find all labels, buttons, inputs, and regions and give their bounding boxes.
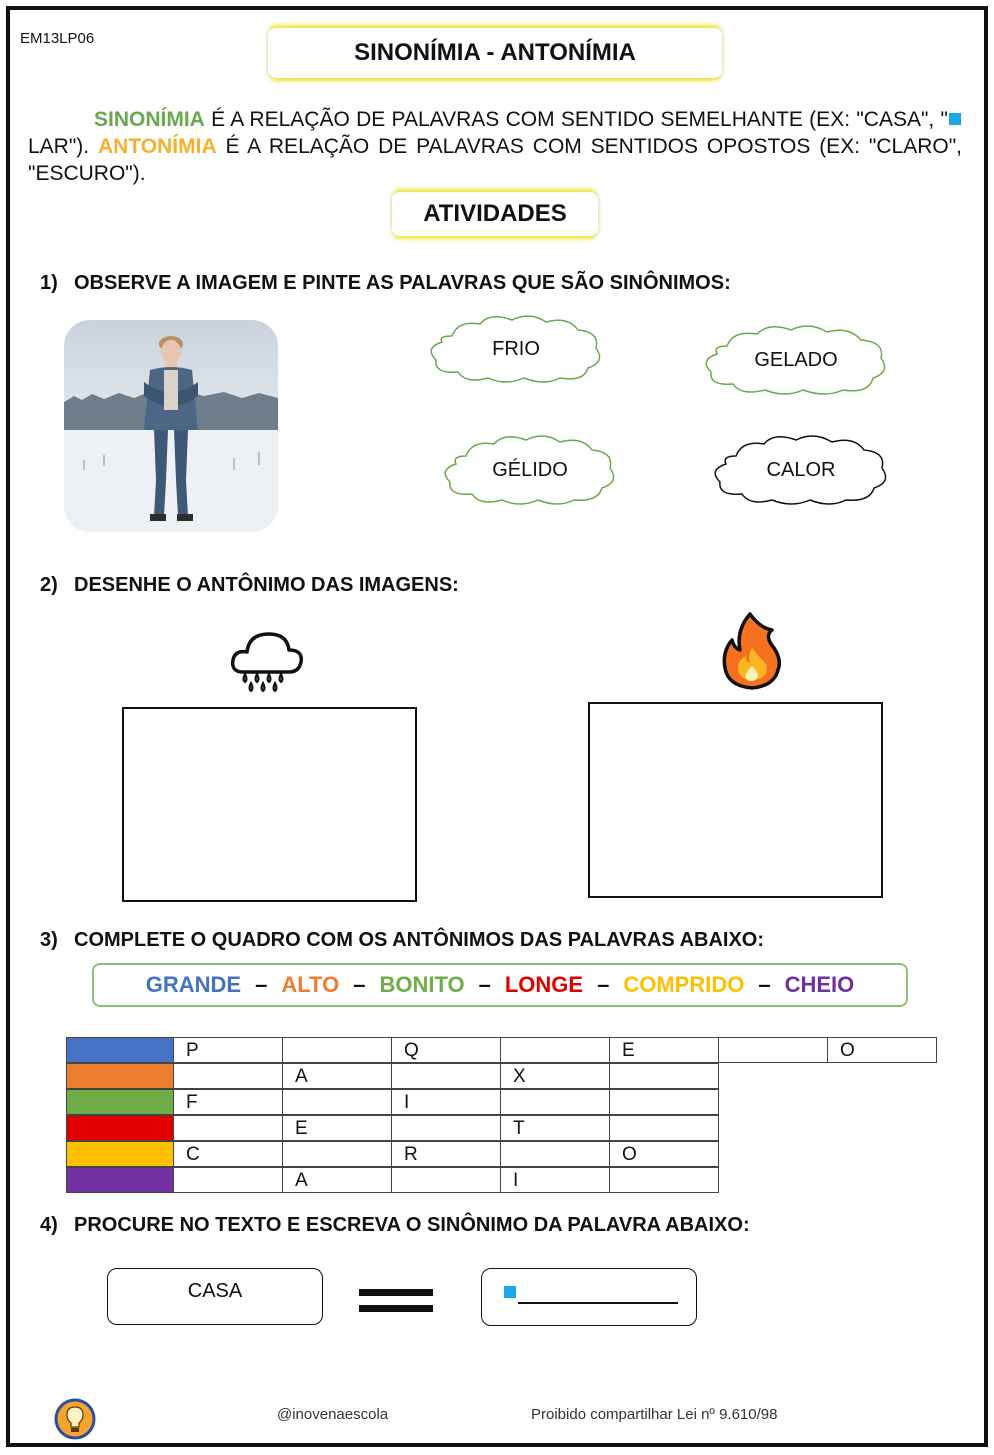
word-gelido: GÉLIDO	[492, 458, 568, 481]
cold-man-photo	[64, 320, 278, 532]
grid-cell[interactable]	[610, 1115, 719, 1141]
row-color-swatch	[66, 1063, 174, 1089]
separator: –	[478, 972, 491, 997]
grid-row-1	[66, 1037, 937, 1063]
grid-cell[interactable]	[392, 1115, 501, 1141]
question-1: 1) OBSERVE A IMAGEM E PINTE AS PALAVRAS QUE SÃO SINÔNIMOS:	[40, 272, 731, 294]
row-color-swatch	[66, 1037, 174, 1063]
grid-cell[interactable]	[501, 1037, 610, 1063]
grid-cell[interactable]	[392, 1063, 501, 1089]
grid-cell[interactable]	[283, 1037, 392, 1063]
page-title: SINONÍMIA - ANTONÍMIA	[268, 28, 722, 78]
grid-cell[interactable]	[283, 1089, 392, 1115]
row-color-swatch	[66, 1115, 174, 1141]
word-bank-grande: GRANDE	[145, 972, 242, 997]
separator: –	[758, 972, 771, 997]
grid-cell[interactable]: X	[501, 1063, 610, 1089]
word-cloud-gelido[interactable]	[442, 434, 618, 506]
grid-cell[interactable]	[719, 1037, 828, 1063]
word-cloud-frio[interactable]	[428, 314, 604, 384]
grid-row-4	[66, 1115, 719, 1141]
grid-cell[interactable]: T	[501, 1115, 610, 1141]
grid-cell[interactable]: Q	[392, 1037, 501, 1063]
drawing-box-rain[interactable]	[122, 707, 417, 902]
equals-sign-top	[359, 1289, 433, 1296]
antonym-term: ANTONÍMIA	[98, 135, 217, 158]
grid-row-6	[66, 1167, 719, 1193]
question-4: 4) PROCURE NO TEXTO E ESCREVA O SINÔNIMO DA PALAVRA ABAIXO:	[40, 1214, 750, 1236]
grid-cell[interactable]: E	[610, 1037, 719, 1063]
word-bank-cheio: CHEIO	[784, 972, 855, 997]
grid-cell[interactable]	[174, 1063, 283, 1089]
answer-box[interactable]	[481, 1268, 697, 1326]
question-1-text: OBSERVE A IMAGEM E PINTE AS PALAVRAS QUE SÃO SINÔNIMOS:	[74, 272, 731, 294]
grid-cell[interactable]: C	[174, 1141, 283, 1167]
question-3: 3) COMPLETE O QUADRO COM OS ANTÔNIMOS DAS PALAVRAS ABAIXO:	[40, 929, 765, 951]
grid-row-2	[66, 1063, 719, 1089]
grid-cell[interactable]	[610, 1063, 719, 1089]
word-bank-longe: LONGE	[504, 972, 584, 997]
grid-cell[interactable]	[392, 1167, 501, 1193]
antonym-definition: É A RELAÇÃO DE PALAVRAS COM SENTIDOS OPOSTOS (EX: "CLARO", "ESCURO").	[28, 135, 962, 185]
word-gelado: GELADO	[754, 348, 838, 371]
separator: –	[255, 972, 268, 997]
word-casa-box: CASA	[107, 1268, 323, 1325]
row-color-swatch	[66, 1089, 174, 1115]
synonym-definition: É A RELAÇÃO DE PALAVRAS COM SENTIDO SEMELHANTE (EX: "CASA", "	[204, 108, 948, 131]
drawing-box-fire[interactable]	[588, 702, 883, 898]
grid-cell[interactable]	[610, 1089, 719, 1115]
grid-cell[interactable]: I	[501, 1167, 610, 1193]
separator: –	[597, 972, 610, 997]
word-calor: CALOR	[766, 458, 836, 481]
footer-handle: @inovenaescola	[277, 1406, 389, 1423]
grid-cell[interactable]: O	[610, 1141, 719, 1167]
word-frio: FRIO	[492, 337, 540, 360]
word-bank	[92, 963, 908, 1007]
grid-cell[interactable]: F	[174, 1089, 283, 1115]
grid-cell[interactable]: E	[283, 1115, 392, 1141]
row-color-swatch	[66, 1167, 174, 1193]
grid-cell[interactable]	[610, 1167, 719, 1193]
grid-row-3	[66, 1089, 719, 1115]
grid-cell[interactable]: R	[392, 1141, 501, 1167]
grid-cell[interactable]: A	[283, 1167, 392, 1193]
grid-cell[interactable]	[501, 1141, 610, 1167]
word-bank-comprido: COMPRIDO	[623, 972, 745, 997]
grid-cell[interactable]: I	[392, 1089, 501, 1115]
word-cloud-calor[interactable]	[712, 434, 890, 506]
separator: –	[353, 972, 366, 997]
question-4-text: PROCURE NO TEXTO E ESCREVA O SINÔNIMO DA PALAVRA ABAIXO:	[74, 1214, 750, 1236]
skill-code: EM13LP06	[20, 30, 95, 47]
grid-cell[interactable]: A	[283, 1063, 392, 1089]
grid-cell[interactable]	[501, 1089, 610, 1115]
grid-cell[interactable]: P	[174, 1037, 283, 1063]
rain-cloud-icon	[229, 628, 305, 701]
synonym-term: SINONÍMIA	[94, 108, 205, 131]
activities-title: ATIVIDADES	[392, 192, 598, 236]
grid-cell[interactable]	[174, 1115, 283, 1141]
word-bank-bonito: BONITO	[379, 972, 465, 997]
answer-line[interactable]	[518, 1302, 678, 1304]
lightbulb-logo-icon	[54, 1398, 96, 1445]
word-bank-alto: ALTO	[281, 972, 340, 997]
footer-copyright: Proibido compartilhar Lei nº 9.610/98	[531, 1406, 778, 1423]
equals-sign-bottom	[359, 1305, 433, 1312]
row-color-swatch	[66, 1141, 174, 1167]
grid-cell[interactable]: O	[828, 1037, 937, 1063]
grid-row-5	[66, 1141, 719, 1167]
synonym-definition-end: LAR").	[28, 135, 98, 158]
grid-cell[interactable]	[283, 1141, 392, 1167]
intro-paragraph	[28, 106, 962, 187]
blue-square-icon	[949, 113, 961, 125]
question-3-text: COMPLETE O QUADRO COM OS ANTÔNIMOS DAS PALAVRAS ABAIXO:	[74, 929, 765, 951]
grid-cell[interactable]	[174, 1167, 283, 1193]
word-cloud-gelado[interactable]	[703, 324, 889, 396]
question-2: 2) DESENHE O ANTÔNIMO DAS IMAGENS:	[40, 574, 459, 596]
fire-icon	[720, 610, 784, 695]
question-2-text: DESENHE O ANTÔNIMO DAS IMAGENS:	[74, 574, 459, 596]
blue-square-icon	[504, 1286, 516, 1298]
